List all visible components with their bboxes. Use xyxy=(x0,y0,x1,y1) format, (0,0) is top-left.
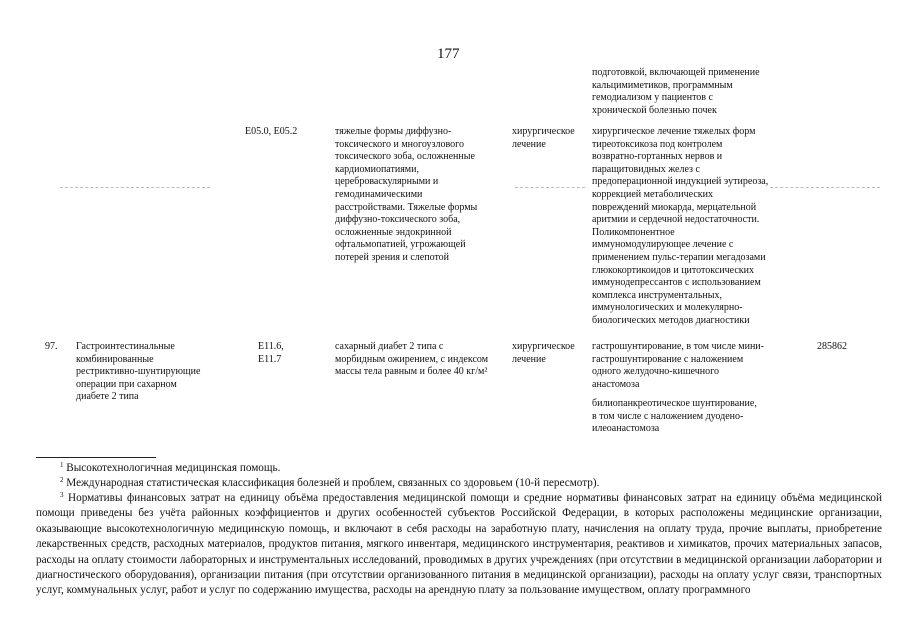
text-line: повреждений миокарда, мерцательной xyxy=(592,201,757,213)
text-line: осложненные эндокринной xyxy=(335,226,452,238)
text-line: гемодинамическими xyxy=(335,188,423,200)
text-line: илеоанастомоза xyxy=(592,423,660,435)
text-line: расстройствами. Тяжелые формы xyxy=(335,201,478,213)
text-line: комбинированные xyxy=(76,353,154,365)
text-line: хирургическое xyxy=(512,126,575,137)
text-line: морбидным ожирением, с индексом xyxy=(335,353,489,365)
text-line: цереброваскулярными и xyxy=(335,176,439,188)
text-line: гемодиализом у пациентов с xyxy=(592,92,713,104)
text-line: сахарный диабет 2 типа с xyxy=(335,341,444,352)
text-line: анастомоза xyxy=(592,378,640,390)
text-line: офтальмопатией, угрожающей xyxy=(335,239,466,251)
text-line: тиреотоксикоза под контролем xyxy=(592,138,723,150)
e05-method-cell xyxy=(592,126,768,328)
text-line: кардиомиопатиями, xyxy=(335,163,419,175)
footnote-text: Международная статистическая классификация болезней и проблем, связанных со здоровьем (10-й пересмотр). xyxy=(66,477,600,489)
text-line: подготовкой, включающей применение xyxy=(592,67,760,78)
text-line: предоперационной индукцией эутиреоза, xyxy=(592,176,769,188)
text-line: коррекцией метаболических xyxy=(592,188,714,200)
text-line: паращитовидных желез с xyxy=(592,163,700,175)
text-line: билиопанкреотическое шунтирование, xyxy=(592,398,757,409)
text-line: тяжелые формы диффузно- xyxy=(335,126,452,137)
text-line: в том числе с наложением дуодено- xyxy=(592,410,744,422)
text-line: E11.7 xyxy=(258,353,282,365)
text-line: лечение xyxy=(512,138,546,150)
footnote-mark: 3 xyxy=(60,491,64,499)
text-line: хирургическое xyxy=(512,341,575,352)
row97-method2-cell xyxy=(592,398,757,436)
text-line: лечение xyxy=(512,353,546,365)
text-line: Гастроинтестинальные xyxy=(76,341,175,352)
text-line: E11.6, xyxy=(258,341,284,352)
continuation-method-cell xyxy=(592,67,760,117)
scan-artifact xyxy=(515,187,585,188)
row-number: 97. xyxy=(45,341,58,352)
footnote-1 xyxy=(60,461,280,476)
row97-codes-cell xyxy=(258,341,284,366)
text-line: кальцимиметиков, программным xyxy=(592,79,733,91)
text-line: биологических методов диагностики xyxy=(592,314,750,326)
row97-method1-cell xyxy=(592,341,764,391)
footnote-divider xyxy=(36,457,156,458)
text-line: операции при сахарном xyxy=(76,378,177,390)
footnote-3 xyxy=(36,491,882,599)
scan-artifact xyxy=(770,187,880,188)
text-line: хронической болезнью почек xyxy=(592,104,717,116)
text-line: комплекса инструментальных, xyxy=(592,289,723,301)
text-line: Поликомпонентное xyxy=(592,226,675,238)
row97-model-cell xyxy=(335,341,488,379)
text-line: токсического и многоузлового xyxy=(335,138,464,150)
text-line: рестриктивно-шунтирующие xyxy=(76,366,201,378)
text-line: аритмии и сердечной недостаточности. xyxy=(592,214,760,226)
text-line: иммунологических и молекулярно- xyxy=(592,302,743,314)
footnote-text: Нормативы финансовых затрат на единицу объёма предоставления медицинской помощи и средние нормативы финансовых затрат на единицу объёма медицинской помощи приведены без учёта районных коэффициентов и других особенностей субъектов Российской Федерации, в которых расположены медицинские организации, оказывающие высокотехнологичную медицинскую помощь, и включают в себя расходы на заработную плату, начисления на оплату труда, прочие выплаты, приобретение лекарственных средств, расходных материалов, продуктов питания, мягкого инвентаря, медицинского инструментария, реактивов и химикатов, прочих материальных запасов, расходы на оплату стоимости лабораторных и инструментальных исследований, проводимых в других учреждениях (при отсутствии в медицинской организации лаборатории и диагностического оборудования), организации питания (при отсутствии организованного питания в медицинской организации), расходы на оплату услуг связи, транспортных услуг, коммунальных услуг, работ и услуг по содержанию имущества, расходы на арендную плату за пользование имуществом, оплату программного xyxy=(36,492,882,597)
text-line: применением пульс-терапии мегадозами xyxy=(592,251,766,263)
text-line: глюкокортикоидов и цитотоксических xyxy=(592,264,755,276)
text-line: диабете 2 типа xyxy=(76,391,139,403)
text-line: хирургическое лечение тяжелых форм xyxy=(592,126,756,137)
row97-treatment-cell xyxy=(512,341,575,366)
e05-model-cell xyxy=(335,126,477,265)
text-line: иммунодепрессантов с использованием xyxy=(592,277,761,289)
text-line: массы тела равным и более 40 кг/м² xyxy=(335,366,488,378)
text-line: токсического зоба, осложненные xyxy=(335,151,475,163)
e05-treatment-cell xyxy=(512,126,575,151)
text-line: возвратно-гортанных нервов и xyxy=(592,151,723,163)
footnote-text: Высокотехнологичная медицинская помощь. xyxy=(66,462,281,474)
footnote-mark: 2 xyxy=(60,476,64,484)
e05-codes: E05.0, E05.2 xyxy=(245,126,298,137)
text-line: гастрошунтирование с наложением xyxy=(592,353,744,365)
row97-name-cell xyxy=(76,341,200,404)
footnote-2 xyxy=(60,476,599,491)
scan-artifact xyxy=(60,187,210,188)
page-number: 177 xyxy=(437,46,460,62)
text-line: диффузно-токсического зоба, xyxy=(335,214,461,226)
text-line: потерей зрения и слепотой xyxy=(335,251,450,263)
footnote-mark: 1 xyxy=(60,461,64,469)
row97-cost: 285862 xyxy=(817,341,847,352)
text-line: гастрошунтирование, в том числе мини- xyxy=(592,341,764,352)
text-line: иммуномодулирующее лечение с xyxy=(592,239,734,251)
text-line: одного желудочно-кишечного xyxy=(592,366,719,378)
